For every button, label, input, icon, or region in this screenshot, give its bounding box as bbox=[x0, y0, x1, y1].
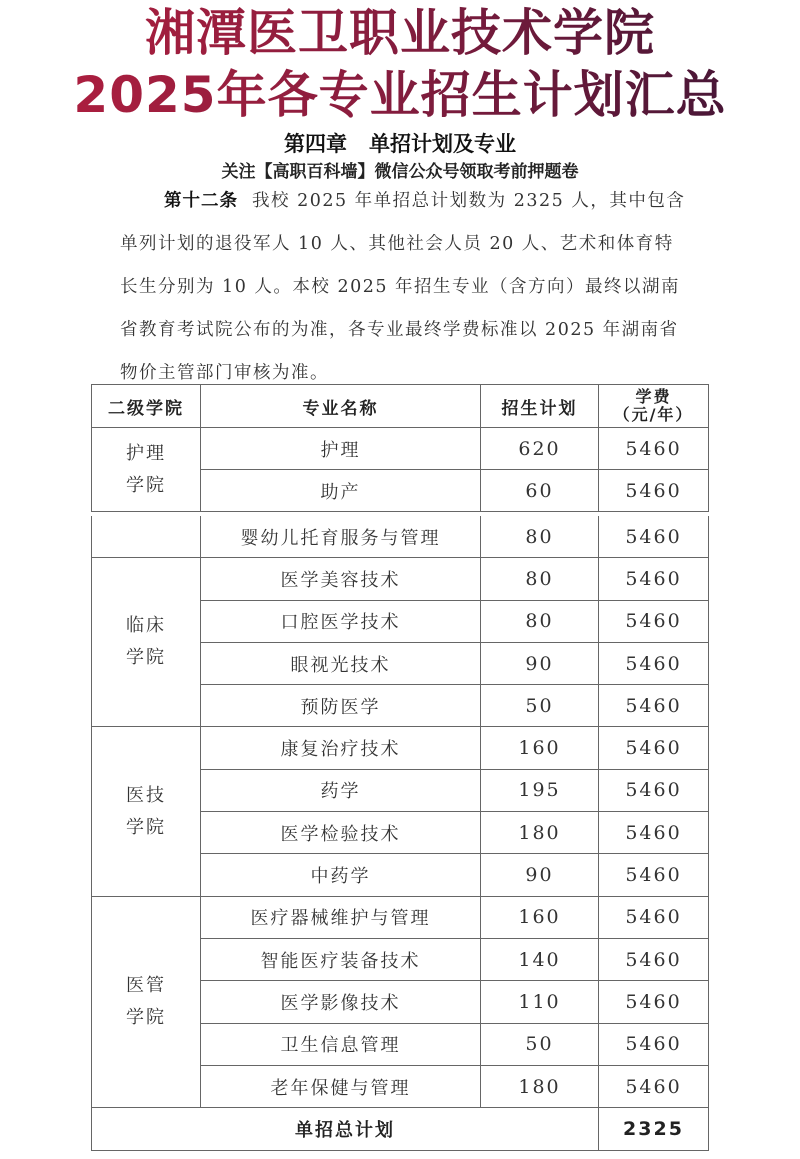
plan-cell: 60 bbox=[481, 470, 599, 512]
college-name-line1: 护理 bbox=[126, 442, 166, 464]
plan-cell: 80 bbox=[481, 516, 599, 558]
fee-cell: 5460 bbox=[599, 516, 709, 558]
major-cell: 中药学 bbox=[201, 854, 481, 896]
table-row bbox=[92, 558, 709, 600]
plan-cell: 160 bbox=[481, 896, 599, 938]
fee-cell: 5460 bbox=[599, 981, 709, 1023]
major-cell: 智能医疗装备技术 bbox=[201, 938, 481, 980]
chapter-title: 单招计划及专业 bbox=[369, 132, 516, 156]
promo-line: 关注【高职百科墙】微信公众号领取考前押题卷 bbox=[221, 162, 579, 182]
fee-cell: 5460 bbox=[599, 558, 709, 600]
fee-cell: 5460 bbox=[599, 854, 709, 896]
total-label: 单招总计划 bbox=[92, 1108, 599, 1151]
enrollment-table-part-1 bbox=[91, 384, 709, 512]
major-cell: 医学美容技术 bbox=[201, 558, 481, 600]
plan-cell: 90 bbox=[481, 642, 599, 684]
major-cell: 婴幼儿托育服务与管理 bbox=[201, 516, 481, 558]
major-cell: 预防医学 bbox=[201, 685, 481, 727]
major-cell: 药学 bbox=[201, 769, 481, 811]
fee-cell: 5460 bbox=[599, 896, 709, 938]
fee-cell: 5460 bbox=[599, 1023, 709, 1065]
plan-cell: 140 bbox=[481, 938, 599, 980]
enrollment-table-part-2 bbox=[91, 516, 709, 1151]
page-title-line-1: 湘潭医卫职业技术学院 bbox=[0, 2, 800, 64]
header-fee-line2: （元/年） bbox=[613, 405, 694, 424]
fee-cell: 5460 bbox=[599, 769, 709, 811]
fee-cell: 5460 bbox=[599, 685, 709, 727]
header-college: 二级学院 bbox=[92, 385, 201, 428]
plan-cell: 90 bbox=[481, 854, 599, 896]
table-row bbox=[92, 516, 709, 558]
header-plan: 招生计划 bbox=[481, 385, 599, 428]
major-cell: 卫生信息管理 bbox=[201, 1023, 481, 1065]
fee-cell: 5460 bbox=[599, 1065, 709, 1107]
plan-cell: 180 bbox=[481, 1065, 599, 1107]
article-paragraph bbox=[120, 180, 692, 395]
table-header-row bbox=[92, 385, 709, 428]
college-name-line1: 临床 bbox=[126, 615, 166, 637]
college-cell bbox=[92, 428, 201, 512]
table-row bbox=[92, 896, 709, 938]
college-name-line2: 学院 bbox=[126, 816, 166, 838]
college-cell bbox=[92, 896, 201, 1107]
fee-cell: 5460 bbox=[599, 727, 709, 769]
fee-cell: 5460 bbox=[599, 470, 709, 512]
plan-cell: 195 bbox=[481, 769, 599, 811]
article-text: 我校 2025 年单招总计划数为 2325 人，其中包含单列计划的退役军人 10 人、其他社会人员 20 人、艺术和体育特长生分别为 10 人。本校 2025 年招生专业（含方向）最终以湖南省教育考试院公布的为准，各专业最终学费标准以 2025 年湖南省物价主管部门审核为准。 bbox=[120, 191, 686, 383]
major-cell: 助产 bbox=[201, 470, 481, 512]
major-cell: 眼视光技术 bbox=[201, 642, 481, 684]
chapter-number: 第四章 bbox=[284, 132, 347, 156]
header-major: 专业名称 bbox=[201, 385, 481, 428]
major-cell: 口腔医学技术 bbox=[201, 600, 481, 642]
plan-cell: 50 bbox=[481, 685, 599, 727]
college-name-line1: 医管 bbox=[126, 974, 166, 996]
plan-cell: 180 bbox=[481, 812, 599, 854]
major-cell: 康复治疗技术 bbox=[201, 727, 481, 769]
page-title-line-2: 2025年各专业招生计划汇总 bbox=[0, 64, 800, 126]
college-cell bbox=[92, 558, 201, 727]
header-fee-line1: 学费 bbox=[635, 387, 672, 406]
major-cell: 护理 bbox=[201, 428, 481, 470]
college-name-line2: 学院 bbox=[126, 1006, 166, 1028]
header-fee bbox=[599, 385, 709, 428]
fee-cell: 5460 bbox=[599, 642, 709, 684]
total-row bbox=[92, 1108, 709, 1151]
table-row bbox=[92, 727, 709, 769]
fee-cell: 5460 bbox=[599, 812, 709, 854]
plan-cell: 50 bbox=[481, 1023, 599, 1065]
major-cell: 医学检验技术 bbox=[201, 812, 481, 854]
plan-cell: 160 bbox=[481, 727, 599, 769]
college-name-line1: 医技 bbox=[126, 784, 166, 806]
plan-cell: 110 bbox=[481, 981, 599, 1023]
article-label: 第十二条 bbox=[164, 191, 238, 211]
plan-cell: 620 bbox=[481, 428, 599, 470]
plan-cell: 80 bbox=[481, 558, 599, 600]
total-value: 2325 bbox=[599, 1108, 709, 1151]
plan-cell: 80 bbox=[481, 600, 599, 642]
major-cell: 医学影像技术 bbox=[201, 981, 481, 1023]
fee-cell: 5460 bbox=[599, 938, 709, 980]
college-cell bbox=[92, 727, 201, 896]
major-cell: 医疗器械维护与管理 bbox=[201, 896, 481, 938]
chapter-heading bbox=[0, 128, 800, 158]
fee-cell: 5460 bbox=[599, 428, 709, 470]
college-name-line2: 学院 bbox=[126, 474, 166, 496]
major-cell: 老年保健与管理 bbox=[201, 1065, 481, 1107]
table-row bbox=[92, 428, 709, 470]
fee-cell: 5460 bbox=[599, 600, 709, 642]
college-name-line2: 学院 bbox=[126, 647, 166, 669]
college-cell bbox=[92, 516, 201, 558]
